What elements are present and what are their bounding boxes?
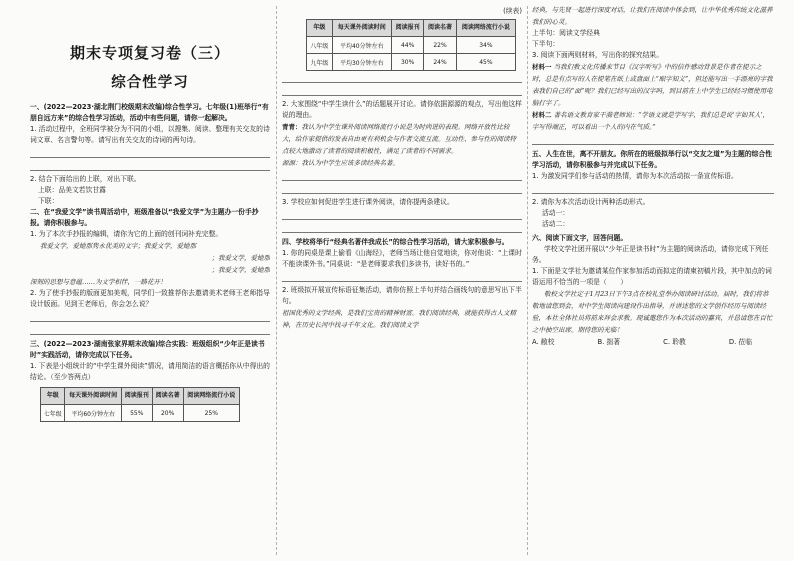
table-cell: 20%: [152, 405, 183, 422]
answer-line[interactable]: [30, 325, 270, 335]
couplet-lower: 下联：: [38, 197, 59, 205]
section-4-heading: 四、学校将举行“经典名著伴我成长”的综合性学习活动，请大家积极参与。: [282, 238, 509, 246]
table-cell: 25%: [183, 405, 239, 422]
table-header: 年级: [41, 388, 65, 405]
option-a[interactable]: A. 敝校: [532, 338, 555, 346]
section-6-intro: 学校文学社团开展以“少年正是读书时”为主题的阅读活动，请你完成下列任务。: [532, 245, 769, 264]
table-row: [307, 37, 516, 54]
material-1: [532, 61, 774, 109]
table-cell: 30%: [391, 54, 423, 71]
column-2: [282, 0, 522, 561]
answer-options: [532, 336, 752, 346]
question-3-1: 1. 下表是小组统计的“中学生课外阅读”情况，请用简洁的语言概括你从中得出的结论。（至少答两点）: [30, 362, 270, 381]
question-5-2: 2. 请你为本次活动设计两种活动形式。: [532, 198, 650, 206]
handwritten-text: 我爱文学，爱她那隽永优美的文字；我爱文学，爱她那: [40, 242, 196, 250]
handwritten-text: 当我们教文化传播来节目《汉字听写》中的信件感动背景是作者在提示之时，总是有点写的人在提笔在纸上或盘面上“眼字知义”，但还能写出一手漂亮的字我表我们自己的“面”呢？我们已经写出的汉字吗，到目前在上中学生已经经习惯使用电脑打字了。: [532, 63, 773, 107]
column-divider: [527, 6, 528, 555]
question-3-2: 2. 大家围绕“中学生读什么”的话题展开讨论。请你依据源源的观点，写出他这样说的理由。: [282, 100, 522, 119]
table-cell: 平均30分钟左右: [332, 54, 391, 71]
continued-label: (续表): [503, 7, 522, 15]
table-header: 阅读报刊: [121, 388, 152, 405]
table-cell: 平均40分钟左右: [332, 37, 391, 54]
option-d[interactable]: D. 莅临: [728, 338, 752, 346]
answer-line[interactable]: [30, 148, 270, 158]
handwritten-text: 祖国优秀的文学经典，是我们宝贵的精神财富。我们阅读经典，就能获得古人文精神，在历史长河中找寻千年文化。我们阅读文学: [282, 309, 516, 329]
answer-line[interactable]: [282, 223, 522, 233]
table-cell: 22%: [424, 37, 456, 54]
table-cell: 八年级: [307, 37, 333, 54]
table-cell: 24%: [424, 54, 456, 71]
question-4-3: 3. 阅读下面两则材料，写出你的探究结果。: [532, 51, 663, 59]
table-cell: 45%: [456, 54, 515, 71]
table-cell: 44%: [391, 37, 423, 54]
material-2: [532, 109, 774, 133]
exam-subtitle: 综合性学习: [111, 75, 189, 91]
material-label: 材料一: [532, 63, 552, 71]
handwritten-text: 我认为中学生课外阅读网络流行小说是为时尚进的表现。网络开放性比较大，给作家提供的发表自由更有利机会与作者交流互流。互动性、参与性的阅读特点较大地激动了读者的阅读积极性，满足了读者的不同需求。: [282, 123, 516, 155]
question-1-2: 2. 结合下面给出的上联，对出下联。: [30, 175, 141, 183]
question-3-3: 3. 学校应如何促进学生进行课外阅读，请你提两条建议。: [282, 198, 454, 206]
question-1-1: 1. 活动过程中，全班同学被分为不同的小组，以搜集、阅读、整理有关交友的诗词文章、名言警句等。请写出有关交友的诗词的两句诗。: [30, 125, 270, 144]
speaker-label: 青青：: [282, 123, 302, 131]
section-3-heading: 三、(2022—2023·湖南张家界期末改编)综合实践：班级组织“少年正是读书时”实践活动，请你完成以下任务。: [30, 340, 265, 359]
table-header: 每天课外阅读时间: [65, 388, 121, 405]
answer-line[interactable]: [282, 73, 522, 83]
question-5-1: 1. 为激发同学们参与活动的热情，请你为本次活动拟一条宣传标语。: [532, 172, 738, 180]
slogan-upper: 上半句：阅读文学经典: [532, 29, 600, 37]
column-3: [532, 0, 774, 561]
answer-line[interactable]: [532, 184, 774, 194]
column-divider: [276, 6, 277, 555]
section-2-heading: 二、在“我爱文学”读书周活动中，班级准备以“我爱文学”为主题办一份手抄报。请你积极参与。: [30, 208, 259, 227]
qingqing-opinion: [282, 121, 522, 157]
reading-survey-table-continued: [306, 19, 516, 71]
table-header: 阅读名著: [152, 388, 183, 405]
answer-line[interactable]: [282, 210, 522, 220]
question-4-1: 1. 你的同桌是课上偷看《山海经》，老师当场让他自觉地读，你对他说：“上课时不能读课外书。”同桌说：“是老师要求我们多读书，读好书的。”: [282, 249, 522, 268]
activity-1-label: 活动一：: [542, 209, 570, 217]
table-header: 每天课外阅读时间: [332, 20, 391, 37]
question-4-2: 2. 班级拟开展宣传标语征集活动，请你仿照上半句并结合画线句的意思写出下半句。: [282, 286, 522, 305]
yuanyuan-opinion: 源源：我认为中学生应该多读经典名著。: [282, 159, 399, 167]
handwritten-text: 著名语文教育家干漪老师说：“学语文就是学写字，我们总是说‘字如其人’，字写得端正，可以看出一个人的内在气质。”: [532, 111, 770, 131]
table-header: 阅读名著: [424, 20, 456, 37]
table-header: 阅读网络流行小说: [456, 20, 515, 37]
handwritten-text: ；我爱文学，爱她那: [211, 254, 270, 262]
table-cell: 55%: [121, 405, 152, 422]
question-2-2: 2. 为了使手抄报的版面更加美观，同学们一致推荐你去邀请美术老师王老师指导设计版面。见到王老师后，你会怎么说？: [30, 289, 270, 308]
answer-line[interactable]: [30, 161, 270, 171]
table-cell: 九年级: [307, 54, 333, 71]
couplet-upper: 上联：品美文若饮甘露: [38, 186, 106, 194]
answer-line[interactable]: [282, 272, 522, 282]
activity-2-label: 活动二：: [542, 220, 570, 228]
table-cell: 34%: [456, 37, 515, 54]
table-cell: 平均60分钟左右: [65, 405, 121, 422]
table-header: 年级: [307, 20, 333, 37]
answer-line[interactable]: [282, 86, 522, 96]
question-2-1: 1. 为了本次手抄报的编辑，请你为它的上面的创刊词补充完整。: [30, 230, 223, 238]
handwritten-text: 深刻的思想与意蕴……为文学相伴，一路花开！: [30, 278, 167, 286]
exam-title: 期末专项复习卷（三）: [69, 44, 230, 62]
handwritten-text: 经典，与先贤一起进行深度对话，让我们在阅读中体会到，让中华优秀传统文化滋养我们的心灵。: [532, 6, 773, 26]
answer-line[interactable]: [30, 312, 270, 322]
table-row: [307, 54, 516, 71]
reading-survey-table: [40, 387, 240, 422]
question-6-1: 1. 下面是文学社为邀请某位作家参加活动而拟定的请柬初稿片段，其中加点的词语运用不恰当的一项是（ ）: [532, 267, 772, 286]
column-1: [30, 0, 270, 561]
answer-line[interactable]: [282, 184, 522, 194]
invitation-letter: 敬校文学社定于1月23日下午3点在校礼堂举办阅读研讨活动。届时，我们将恭敬地请您到会，对中学生阅读向建设作出指导，并讲述您的文学创作经历与阅读经验，本社全体社员将前来拜会求教。现诚邀您作为本次活动的嘉宾，并恳请您在百忙之中抽空出席。期待您的光临！: [532, 290, 773, 334]
handwritten-text: ；我爱文学，爱她那: [211, 266, 270, 274]
table-header: 阅读报刊: [391, 20, 423, 37]
section-6-heading: 六、阅读下面文字，回答问题。: [532, 234, 628, 242]
answer-line[interactable]: [282, 171, 522, 181]
answer-line[interactable]: [532, 135, 774, 145]
section-5-heading: 五、人生在世，离不开朋友。你所在的班级拟举行以“交友之道”为主题的综合性学习活动，请你积极参与并完成以下任务。: [532, 150, 773, 169]
option-b[interactable]: B. 拙著: [597, 338, 621, 346]
table-cell: 七年级: [41, 405, 65, 422]
table-header: 阅读网络流行小说: [183, 388, 239, 405]
option-c[interactable]: C. 聆教: [663, 338, 686, 346]
section-1-heading: 一、(2022—2023·湖北荆门校级期末改编)综合性学习。七年级(1)班举行“有朋自远方来”的综合性学习活动，活动中有些问题，请你一起解决。: [30, 103, 269, 122]
material-label: 材料二: [532, 111, 552, 119]
slogan-lower: 下半句：: [532, 40, 560, 48]
